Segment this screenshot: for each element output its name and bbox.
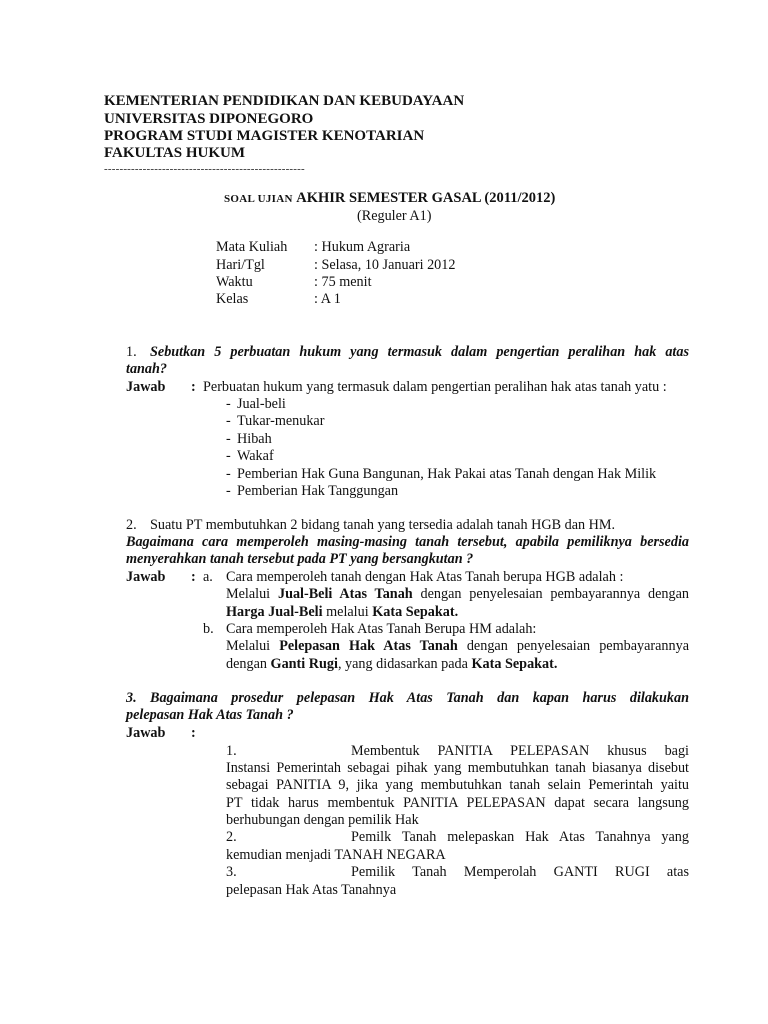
q2-item-a-label: a. (203, 569, 213, 585)
q2-intro: Suatu PT membutuhkan 2 bidang tanah yang tersedia adalah tanah HGB dan HM. (150, 517, 616, 533)
q3-step2-line2: kemudian menjadi TANAH NEGARA (226, 847, 446, 863)
q2-a-line2: Melalui Jual-Beli Atas Tanah dengan penyelesaian pembayarannya dengan (226, 586, 690, 602)
hari-tgl-label: Hari/Tgl (216, 257, 265, 273)
q3-jawab-colon: : (191, 725, 196, 741)
q1-list-item: Hibah (237, 431, 272, 447)
q2-jawab-colon: : (191, 569, 196, 585)
q2-b-line2: Melalui Pelepasan Hak Atas Tanah dengan penyelesaian pembayarannya (226, 638, 690, 654)
q1-list-item: Pemberian Hak Guna Bangunan, Hak Pakai atas Tanah dengan Hak Milik (237, 466, 657, 482)
q2-item-b-label: b. (203, 621, 214, 637)
q3-step1-line5: berhubungan dengan pemilik Hak (226, 812, 419, 828)
q1-item-dash: - (226, 483, 231, 499)
q1-question-line1: Sebutkan 5 perbuatan hukum yang termasuk dalam pengertian peralihan hak atas (150, 344, 689, 360)
q3-step1-line2: Instansi Pemerintah sebagai pihak yang membutuhkan tanah biasanya disebut (226, 760, 689, 776)
q3-step1-line3: sebagai PANITIA 9, jika yang membutuhkan tanah selain Pemerintah yaitu (226, 777, 689, 793)
q3-step2-number: 2. (226, 829, 237, 845)
q3-step1-line1: Membentuk PANITIA PELEPASAN khusus bagi (351, 743, 689, 759)
waktu-label: Waktu (216, 274, 253, 290)
mata-kuliah-label: Mata Kuliah (216, 239, 288, 255)
q1-list-item: Pemberian Hak Tanggungan (237, 483, 399, 499)
q3-step3-number: 3. (226, 864, 237, 880)
q1-item-dash: - (226, 466, 231, 482)
program-heading: PROGRAM STUDI MAGISTER KENOTARIAN (104, 128, 425, 144)
q1-item-dash: - (226, 413, 231, 429)
header-dash-rule: ---------------------------------------------------- (104, 163, 305, 175)
q3-number: 3. (126, 690, 137, 706)
q2-question-line2: menyerahkan tanah tersebut pada PT yang bersangkutan ? (126, 551, 474, 567)
q3-step2-line1: Pemilk Tanah melepaskan Hak Atas Tanahnya yang (351, 829, 689, 845)
q1-item-dash: - (226, 396, 231, 412)
q3-question-line2: pelepasan Hak Atas Tanah ? (126, 707, 294, 723)
q2-b-line1: Cara memperoleh Hak Atas Tanah Berupa HM adalah: (226, 621, 537, 637)
university-heading: UNIVERSITAS DIPONEGORO (104, 111, 314, 127)
q3-step1-line4: PT tidak harus membentuk PANITIA PELEPASAN dapat secara langsung (226, 795, 689, 811)
q1-jawab-label: Jawab (126, 379, 166, 395)
q1-item-dash: - (226, 431, 231, 447)
kelas-value: : A 1 (314, 291, 341, 307)
q3-step3-line1: Pemilik Tanah Memperolah GANTI RUGI atas (351, 864, 689, 880)
exam-title-main: AKHIR SEMESTER GASAL (2011/2012) (296, 190, 556, 206)
kelas-label: Kelas (216, 291, 249, 307)
q1-jawab-colon: : (191, 379, 196, 395)
q1-answer-intro: Perbuatan hukum yang termasuk dalam pengertian peralihan hak atas tanah yatu : (203, 379, 667, 395)
q2-b-line3: dengan Ganti Rugi, yang didasarkan pada Kata Sepakat. (226, 656, 558, 672)
q3-step1-number: 1. (226, 743, 237, 759)
q1-list-item: Tukar-menukar (237, 413, 325, 429)
q2-a-line3: Harga Jual-Beli melalui Kata Sepakat. (226, 604, 459, 620)
q3-jawab-label: Jawab (126, 725, 166, 741)
q1-number: 1. (126, 344, 137, 360)
exam-subtitle: (Reguler A1) (357, 208, 432, 224)
q3-step3-line2: pelepasan Hak Atas Tanahnya (226, 882, 397, 898)
exam-title-small: SOAL UJIAN (224, 193, 293, 205)
mata-kuliah-value: : Hukum Agraria (314, 239, 411, 255)
q1-item-dash: - (226, 448, 231, 464)
q1-question-line2: tanah? (126, 361, 168, 377)
ministry-heading: KEMENTERIAN PENDIDIKAN DAN KEBUDAYAAN (104, 93, 465, 109)
q3-question-line1: Bagaimana prosedur pelepasan Hak Atas Tanah dan kapan harus dilakukan (150, 690, 689, 706)
hari-tgl-value: : Selasa, 10 Januari 2012 (314, 257, 456, 273)
q2-question-line1: Bagaimana cara memperoleh masing-masing tanah tersebut, apabila pemiliknya bersedia (126, 534, 689, 550)
q2-jawab-label: Jawab (126, 569, 166, 585)
q1-list-item: Jual-beli (237, 396, 286, 412)
q2-a-line1: Cara memperoleh tanah dengan Hak Atas Tanah berupa HGB adalah : (226, 569, 624, 585)
faculty-heading: FAKULTAS HUKUM (104, 145, 245, 161)
q2-number: 2. (126, 517, 137, 533)
waktu-value: : 75 menit (314, 274, 372, 290)
q1-list-item: Wakaf (237, 448, 274, 464)
exam-title (224, 189, 555, 208)
